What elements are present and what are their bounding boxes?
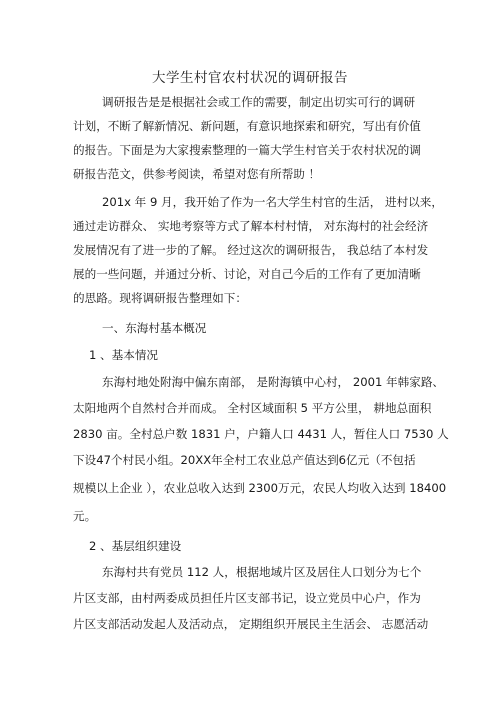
document-title: 大学生村官农村状况的调研报告	[152, 70, 348, 86]
paragraph-line: 的思路。现将调研报告整理如下：	[73, 291, 247, 305]
paragraph-line: 太阳地两个自然村合并而成。 全村区域面积 5 平方公里， 耕地总面积	[73, 401, 432, 415]
paragraph-line: 东海村地处附海中偏东南部， 是附海镇中心村， 2001 年韩家路、	[102, 375, 445, 389]
subsection-heading: 1 、基本情况	[89, 348, 159, 362]
paragraph-line: 调研报告是是根据社会或工作的需要，制定出切实可行的调研	[102, 95, 416, 109]
paragraph-line: 2830 亩。全村总户数 1831 户，户籍人口 4431 人，暂住人口 7530 人	[73, 427, 449, 441]
paragraph-line: 东海村共有党员 112 人，根据地域片区及居住人口划分为七个	[102, 565, 422, 579]
paragraph-line: 下设47个村民小组。20XX年全村工农业总产值达到6亿元（不包括	[73, 453, 416, 467]
paragraph-line: 发展情况有了进一步的了解。 经过这次的调研报告， 我总结了本村发	[73, 243, 429, 257]
paragraph-line: 201x 年 9 月，我开始了作为一名大学生村官的生活， 进村以来，	[102, 195, 443, 209]
paragraph-line: 的报告。下面是为大家搜索整理的一篇大学生村官关于农村状况的调	[73, 143, 421, 157]
paragraph-line: 片区支部，由村两委成员担任片区支部书记，设立党员中心户，作为	[73, 591, 421, 605]
paragraph-line: 计划，不断了解新情况、新问题，有意识地探索和研究，写出有价值	[73, 119, 421, 133]
section-heading: 一、东海村基本概况	[102, 321, 207, 335]
paragraph-line: 规模以上企业 ），农业总收入达到 2300万元，农民人均收入达到 18400	[73, 481, 447, 495]
paragraph-line: 片区支部活动发起人及活动点， 定期组织开展民主生活会、 志愿活动	[73, 617, 429, 631]
paragraph-line: 展的一些问题，并通过分析、讨论，对自己今后的工作有了更加清晰	[73, 267, 421, 281]
paragraph-line: 元。	[73, 509, 97, 523]
subsection-heading: 2 、基层组织建设	[89, 539, 182, 553]
paragraph-line: 研报告范文，供参考阅读，希望对您有所帮助 ！	[73, 167, 321, 181]
paragraph-line: 通过走访群众、 实地考察等方式了解本村村情， 对东海村的社会经济	[73, 219, 429, 233]
